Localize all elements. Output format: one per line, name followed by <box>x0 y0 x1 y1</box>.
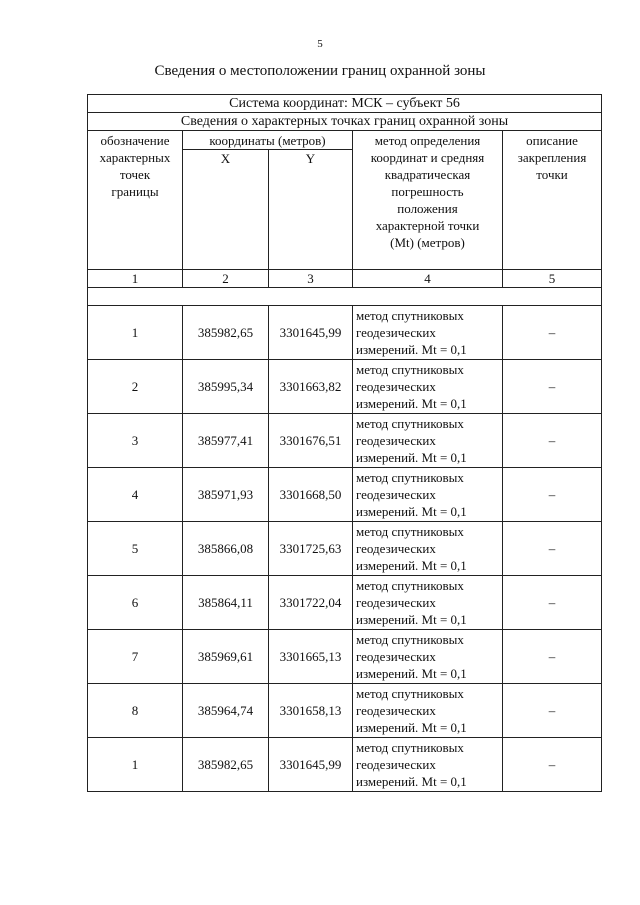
method-line: измерений. Mt = 0,1 <box>356 342 467 357</box>
point-number-cell: 3 <box>88 414 183 468</box>
method-line: геодезических <box>356 487 436 502</box>
designation-column-header <box>88 131 183 270</box>
method-line: метод спутниковых <box>356 416 464 431</box>
method-line: измерений. Mt = 0,1 <box>356 504 467 519</box>
method-line: геодезических <box>356 757 436 772</box>
x-coordinate-cell: 385964,74 <box>183 684 269 738</box>
method-line: измерений. Mt = 0,1 <box>356 720 467 735</box>
x-coordinate-cell: 385971,93 <box>183 468 269 522</box>
method-line: метод спутниковых <box>356 686 464 701</box>
description-column-header <box>503 131 602 270</box>
y-coordinate-cell: 3301676,51 <box>269 414 353 468</box>
table-row <box>88 468 602 522</box>
page-number: 5 <box>317 38 323 50</box>
y-column-header: Y <box>269 150 353 270</box>
method-header-line: квадратическая <box>384 167 471 182</box>
method-header-line: метод определения <box>374 133 481 148</box>
point-number-cell: 1 <box>88 306 183 360</box>
description-cell: – <box>503 306 602 360</box>
method-header-line: положения <box>397 201 458 216</box>
method-header-line: погрешность <box>391 184 464 199</box>
points-header-row <box>88 113 602 131</box>
description-cell: – <box>503 414 602 468</box>
description-header-line: описание <box>526 133 578 148</box>
method-line: геодезических <box>356 541 436 556</box>
description-cell: – <box>503 630 602 684</box>
table-row <box>88 306 602 360</box>
designation-header-line: обозначение <box>100 133 170 148</box>
method-header-line: (Mt) (метров) <box>390 235 465 250</box>
method-cell <box>353 468 503 522</box>
description-header-line: закрепления <box>517 150 587 165</box>
description-header-line: точки <box>536 167 568 182</box>
description-cell: – <box>503 360 602 414</box>
description-cell: – <box>503 738 602 792</box>
column-header-row <box>88 131 602 150</box>
x-coordinate-cell: 385995,34 <box>183 360 269 414</box>
point-number-cell: 6 <box>88 576 183 630</box>
description-cell: – <box>503 684 602 738</box>
method-line: геодезических <box>356 325 436 340</box>
system-header-row <box>88 95 602 113</box>
method-line: измерений. Mt = 0,1 <box>356 450 467 465</box>
method-line: измерений. Mt = 0,1 <box>356 774 467 789</box>
y-coordinate-cell: 3301663,82 <box>269 360 353 414</box>
y-coordinate-cell: 3301645,99 <box>269 306 353 360</box>
column-number: 4 <box>353 270 503 288</box>
table-row <box>88 630 602 684</box>
spacer-cell <box>88 288 602 306</box>
method-line: геодезических <box>356 703 436 718</box>
method-line: метод спутниковых <box>356 740 464 755</box>
method-line: метод спутниковых <box>356 632 464 647</box>
y-coordinate-cell: 3301658,13 <box>269 684 353 738</box>
point-number-cell: 7 <box>88 630 183 684</box>
point-number-cell: 8 <box>88 684 183 738</box>
designation-header-line: границы <box>111 184 159 199</box>
boundary-points-table <box>87 94 602 792</box>
point-number-cell: 4 <box>88 468 183 522</box>
column-number: 3 <box>269 270 353 288</box>
method-cell <box>353 738 503 792</box>
points-info-header: Сведения о характерных точках границ охранной зоны <box>88 113 602 131</box>
designation-header-line: характерных <box>99 150 171 165</box>
table-row <box>88 738 602 792</box>
table-row <box>88 360 602 414</box>
x-coordinate-cell: 385864,11 <box>183 576 269 630</box>
method-cell <box>353 306 503 360</box>
method-cell <box>353 360 503 414</box>
table-row <box>88 414 602 468</box>
point-number-cell: 2 <box>88 360 183 414</box>
column-number: 5 <box>503 270 602 288</box>
spacer-row <box>88 288 602 306</box>
method-line: метод спутниковых <box>356 578 464 593</box>
description-cell: – <box>503 522 602 576</box>
method-line: геодезических <box>356 595 436 610</box>
point-number-cell: 5 <box>88 522 183 576</box>
method-line: геодезических <box>356 433 436 448</box>
coordinate-system-header: Система координат: МСК – субъект 56 <box>88 95 602 113</box>
method-line: метод спутниковых <box>356 470 464 485</box>
column-number-row <box>88 270 602 288</box>
method-line: геодезических <box>356 379 436 394</box>
method-cell <box>353 684 503 738</box>
y-coordinate-cell: 3301645,99 <box>269 738 353 792</box>
method-line: измерений. Mt = 0,1 <box>356 612 467 627</box>
method-header-line: координат и средняя <box>370 150 485 165</box>
x-coordinate-cell: 385982,65 <box>183 306 269 360</box>
method-line: метод спутниковых <box>356 524 464 539</box>
table-row <box>88 684 602 738</box>
method-cell <box>353 414 503 468</box>
description-cell: – <box>503 468 602 522</box>
point-number-cell: 1 <box>88 738 183 792</box>
method-line: метод спутниковых <box>356 308 464 323</box>
method-line: измерений. Mt = 0,1 <box>356 396 467 411</box>
y-coordinate-cell: 3301668,50 <box>269 468 353 522</box>
method-line: измерений. Mt = 0,1 <box>356 558 467 573</box>
coordinates-column-header: координаты (метров) <box>183 131 353 150</box>
y-coordinate-cell: 3301725,63 <box>269 522 353 576</box>
x-coordinate-cell: 385982,65 <box>183 738 269 792</box>
table-row <box>88 522 602 576</box>
x-coordinate-cell: 385977,41 <box>183 414 269 468</box>
x-column-header: X <box>183 150 269 270</box>
table-row <box>88 576 602 630</box>
y-coordinate-cell: 3301722,04 <box>269 576 353 630</box>
x-coordinate-cell: 385866,08 <box>183 522 269 576</box>
column-number: 1 <box>88 270 183 288</box>
column-number: 2 <box>183 270 269 288</box>
method-cell <box>353 630 503 684</box>
method-cell <box>353 576 503 630</box>
method-cell <box>353 522 503 576</box>
x-coordinate-cell: 385969,61 <box>183 630 269 684</box>
method-header-line: характерной точки <box>375 218 480 233</box>
document-title: Сведения о местоположении границ охранной зоны <box>154 63 486 79</box>
designation-header-line: точек <box>119 167 151 182</box>
method-line: измерений. Mt = 0,1 <box>356 666 467 681</box>
method-line: геодезических <box>356 649 436 664</box>
method-column-header <box>353 131 503 270</box>
description-cell: – <box>503 576 602 630</box>
y-coordinate-cell: 3301665,13 <box>269 630 353 684</box>
method-line: метод спутниковых <box>356 362 464 377</box>
